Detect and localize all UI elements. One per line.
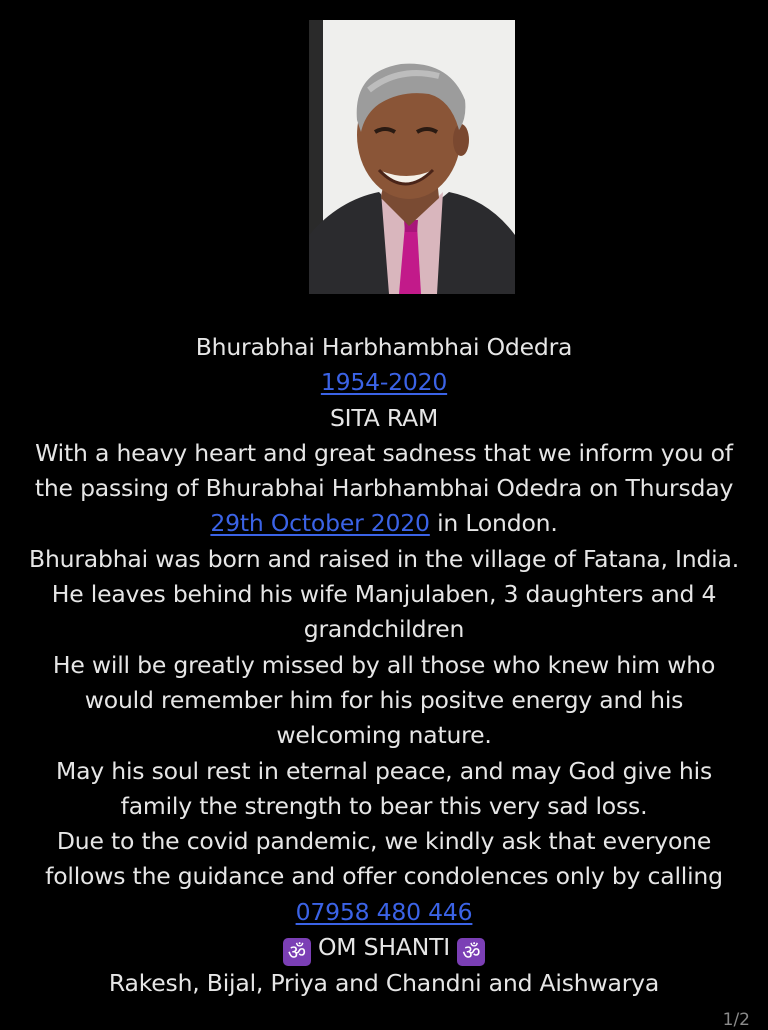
om-shanti-text: OM SHANTI — [310, 933, 458, 962]
family-text: He leaves behind his wife Manjulaben, 3 daughters and 4 grandchildren — [51, 580, 717, 644]
date-link[interactable]: 29th October 2020 — [210, 509, 430, 538]
om-shanti-line — [24, 930, 744, 966]
birthplace-text: Bhurabhai was born and raised in the village of Fatana, India. — [29, 544, 739, 573]
greeting-text: SITA RAM — [329, 403, 439, 432]
om-icon: ॐ — [283, 938, 311, 966]
prayer-text: May his soul rest in eternal peace, and may God give his family the strength to bear this very sad loss. — [56, 756, 712, 820]
years-link[interactable]: 1954-2020 — [320, 368, 448, 397]
intro-line-1: With a heavy heart and great sadness that we inform you of — [35, 438, 733, 467]
location-text: in London. — [429, 509, 558, 538]
signature-text: Rakesh, Bijal, Priya and Chandni and Aishwarya — [108, 969, 660, 998]
intro-line-2: the passing of Bhurabhai Harbhambhai Odedra on Thursday — [34, 474, 734, 503]
portrait-photo[interactable] — [309, 20, 515, 294]
phone-link[interactable]: 07958 480 446 — [295, 897, 473, 926]
condolence-message — [24, 330, 744, 1001]
portrait-illustration — [309, 20, 515, 294]
om-icon: ॐ — [457, 938, 485, 966]
page-indicator: 1/2 — [722, 1010, 750, 1030]
remembrance-text: He will be greatly missed by all those who knew him who would remember him for his positve energy and his welcoming nature. — [52, 650, 716, 750]
covid-notice-text: Due to the covid pandemic, we kindly ask that everyone follows the guidance and offer condolences only by calling — [45, 827, 723, 891]
deceased-name: Bhurabhai Harbhambhai Odedra — [195, 333, 573, 361]
